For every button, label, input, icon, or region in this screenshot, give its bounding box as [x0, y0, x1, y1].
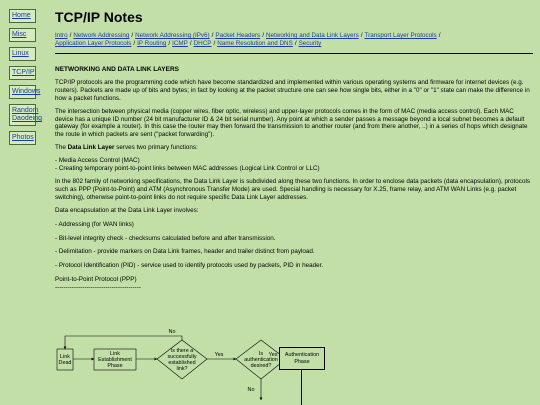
label-link-dead: Link Dead	[58, 354, 72, 366]
paragraph-protocols: TCP/IP protocols are the programming code which have become standardized and implemented within various operating systems and firmware for internet devices (e.g. routers). Packets are made up of bits and bytes; in fact by looking at the packet structure one can see how single bits, either in a "0" or "1" state can make the difference in how a packet functions.	[55, 78, 530, 102]
list-item: - Delimitation - provide markers on Data Link frames, header and trailer distinct from payload.	[55, 248, 315, 256]
topnav-separator: /	[438, 32, 441, 39]
sidebar-nav	[9, 9, 42, 150]
topnav-separator: /	[189, 40, 192, 47]
topnav-separator: /	[294, 40, 297, 47]
label-no-top: No	[168, 329, 176, 335]
topnav-link-network-addressing[interactable]: Network Addressing	[73, 32, 130, 39]
sidebar-item-windows[interactable]: Windows	[9, 85, 36, 99]
page-title: TCP/IP Notes	[55, 9, 143, 25]
topnav-separator: /	[131, 32, 134, 39]
ppp-flow-diagram	[55, 322, 305, 405]
topnav-link-application-layer[interactable]: Application Layer Protocols	[55, 40, 132, 47]
topnav-link-name-resolution-dns[interactable]: Name Resolution and DNS	[217, 40, 293, 47]
list-item: - Creating temporary point-to-point links between MAC addresses (Logical Link Control or LLC)	[55, 165, 320, 173]
paragraph-data-link-intro	[55, 144, 533, 152]
topnav-link-intro[interactable]: Intro	[55, 32, 68, 39]
topnav-separator: /	[133, 40, 136, 47]
sidebar-item-linux[interactable]: Linux	[9, 47, 36, 61]
section-heading: NETWORKING AND DATA LINK LAYERS	[55, 66, 179, 73]
list-item: - Protocol Identification (PID) - service used to identify protocols used by packets, PID in header.	[55, 262, 324, 270]
sidebar-item-misc[interactable]: Misc	[9, 28, 36, 42]
topnav-link-packet-headers[interactable]: Packet Headers	[215, 32, 261, 39]
label-yes-1: Yes	[214, 352, 224, 358]
article-body	[55, 66, 533, 292]
bold-data-link-layer: Data Link Layer	[67, 144, 115, 152]
auth-down-line	[301, 370, 302, 405]
list-item: - Bit-level integrity check - checksums calculated before and after transmission.	[55, 234, 276, 242]
topnav-link-dhcp[interactable]: DHCP	[193, 40, 212, 47]
topnav-link-network-addressing-ipv6[interactable]: Network Addressing (IPv6)	[135, 32, 210, 39]
label-decision-link: Is there a successfully established link?	[167, 348, 197, 372]
flow-line-no-loop	[65, 336, 182, 349]
paragraph-802: In the 802 family of networking specifications, the Data Link Layer is subdivided along these two functions. In order to enclose data packets (data encapsulation), protocols such as PPP (Point-to-Point) and ATM (Asynchronous Transfer Mode) are used. Special handling is necessary for X.25, frame relay, and ATM WAN Links (e.g. packet switching), otherwise point-to-point links do not require specific Data Link Layer addresses.	[55, 177, 530, 201]
topnav-link-ip-routing[interactable]: IP Routing	[137, 40, 167, 47]
label-yes-2: Yes	[268, 352, 278, 358]
topnav-separator: /	[262, 32, 264, 39]
label-no-bottom: No	[247, 387, 255, 393]
topnav-link-icmp[interactable]: ICMP	[172, 40, 188, 47]
ppp-underline: -----------------------------------------	[55, 284, 141, 292]
ppp-heading: Point-to-Point Protocol (PPP)	[55, 276, 137, 284]
topnav-separator: /	[211, 32, 214, 39]
topnav-separator: /	[213, 40, 216, 47]
text-serves: serves two primary functions:	[114, 144, 198, 152]
paragraph-mac: The intersection between physical media (copper wires, fiber optic, wireless) and upper-layer protocols comes in the form of MAC (media access control). Each MAC device has a unique ID number (24 bit manufacturer ID & 24 bit serial number). Any point at which a sender passes a message beyond a local subnet becomes a default gateway (for example a router). In this case the router may then forward the transmission to another router (and from there another, ..) in a series of hops which designate the route in which packets are sent ("packet forwarding").	[55, 107, 528, 139]
topnav-link-networking-data-link[interactable]: Networking and Data Link Layers	[265, 32, 359, 39]
sidebar-item-photos[interactable]: Photos	[9, 131, 36, 145]
text-the: The	[55, 144, 68, 152]
topnav-link-transport-layer[interactable]: Transport Layer Protocols	[364, 32, 437, 39]
label-link-establishment: Link Establishment Phase	[98, 351, 132, 369]
topnav-separator: /	[360, 32, 363, 39]
auth-phase-box	[279, 347, 325, 370]
label-auth-phase: Authentication Phase	[284, 352, 320, 365]
sidebar-item-home[interactable]: Home	[9, 9, 36, 23]
sidebar-item-random-daodeing[interactable]: Random Daodeing	[9, 104, 36, 126]
sidebar-item-tcpip[interactable]: TCP/IP	[9, 66, 36, 80]
topnav-separator: /	[69, 32, 72, 39]
main-content-area	[55, 0, 533, 292]
topnav-separator: /	[168, 40, 171, 47]
paragraph-encapsulation: Data encapsulation at the Data Link Layer involves:	[55, 206, 199, 214]
list-item: - Media Access Control (MAC)	[55, 157, 140, 165]
label-decision-auth: Is authentication desired?	[244, 351, 278, 369]
header-divider	[55, 53, 533, 54]
topic-nav	[55, 32, 533, 48]
topnav-link-security[interactable]: Security	[298, 40, 322, 47]
list-item: - Addressing (for WAN links)	[55, 220, 134, 228]
